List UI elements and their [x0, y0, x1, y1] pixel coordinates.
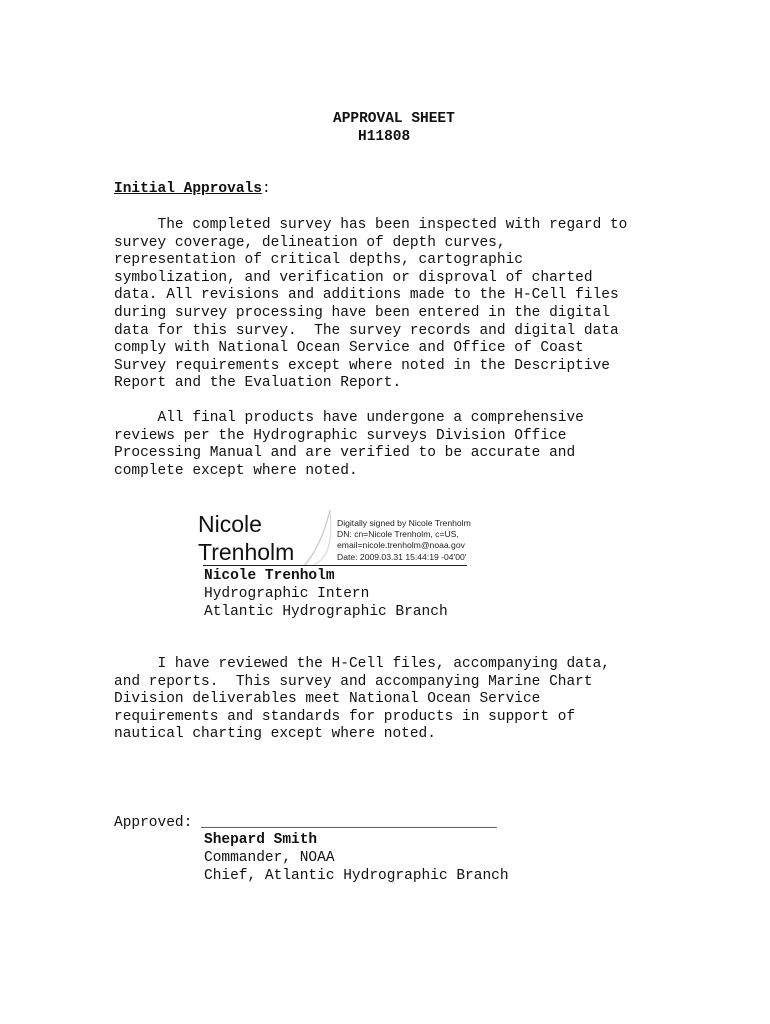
inspection-paragraph	[114, 217, 627, 393]
signature-detail-line: email=nicole.trenholm@noaa.gov	[337, 540, 465, 551]
survey-number: H11808	[358, 129, 411, 145]
paragraph-line: comply with National Ocean Service and Office of Coast	[114, 340, 584, 357]
approval-signature-blank: __________________________________	[201, 815, 497, 831]
signer-branch: Atlantic Hydrographic Branch	[204, 604, 448, 620]
products-paragraph	[114, 410, 584, 480]
heading-colon: :	[261, 181, 271, 197]
approved-label: Approved:	[114, 815, 202, 831]
paragraph-line: Division deliverables meet National Ocean Service	[114, 691, 541, 708]
signature-flourish-icon	[300, 508, 340, 568]
signature-detail-line: DN: cn=Nicole Trenholm, c=US,	[337, 529, 459, 540]
digital-signature-details	[337, 518, 471, 563]
signature-name-last: Trenholm	[198, 539, 295, 565]
paragraph-line: The completed survey has been inspected with regard to	[114, 217, 628, 233]
paragraph-line: data for this survey. The survey records and digital data	[114, 322, 619, 339]
approver-position: Chief, Atlantic Hydrographic Branch	[204, 868, 509, 884]
paragraph-line: Processing Manual and are verified to be accurate and	[114, 445, 576, 462]
paragraph-line: I have reviewed the H-Cell files, accompanying data,	[114, 656, 610, 672]
paragraph-line: All final products have undergone a comprehensive	[114, 410, 584, 426]
paragraph-line: data. All revisions and additions made to the H-Cell files	[114, 287, 619, 304]
initial-approvals-heading: Initial Approvals	[114, 181, 262, 197]
approval-line	[114, 815, 497, 833]
document-title: APPROVAL SHEET	[333, 111, 455, 127]
paragraph-line: Report and the Evaluation Report.	[114, 375, 402, 392]
paragraph-line: reviews per the Hydrographic surveys Division Office	[114, 427, 567, 444]
paragraph-line: Survey requirements except where noted in the Descriptive	[114, 357, 610, 374]
paragraph-line: nautical charting except where noted.	[114, 726, 436, 743]
section-heading-initial-approvals	[114, 181, 271, 199]
paragraph-line: complete except where noted.	[114, 462, 358, 479]
paragraph-line: survey coverage, delineation of depth curves,	[114, 234, 506, 251]
paragraph-line: requirements and standards for products in support of	[114, 708, 576, 725]
signer-title: Hydrographic Intern	[204, 586, 370, 602]
signature-detail-line: Date: 2009.03.31 15:44:19 -04'00'	[337, 551, 467, 562]
signer-name: Nicole Trenholm	[204, 568, 335, 584]
signature-name-first: Nicole	[198, 511, 262, 537]
paragraph-line: symbolization, and verification or disproval of charted	[114, 269, 593, 286]
paragraph-line: representation of critical depths, cartographic	[114, 252, 523, 269]
paragraph-line: during survey processing have been entered in the digital	[114, 304, 610, 321]
paragraph-line: and reports. This survey and accompanying Marine Chart	[114, 673, 593, 690]
signature-detail-line: Digitally signed by Nicole Trenholm	[337, 518, 471, 528]
signature-line	[203, 565, 467, 566]
approver-name: Shepard Smith	[204, 832, 318, 848]
approver-rank: Commander, NOAA	[204, 850, 335, 866]
review-paragraph	[114, 656, 610, 744]
